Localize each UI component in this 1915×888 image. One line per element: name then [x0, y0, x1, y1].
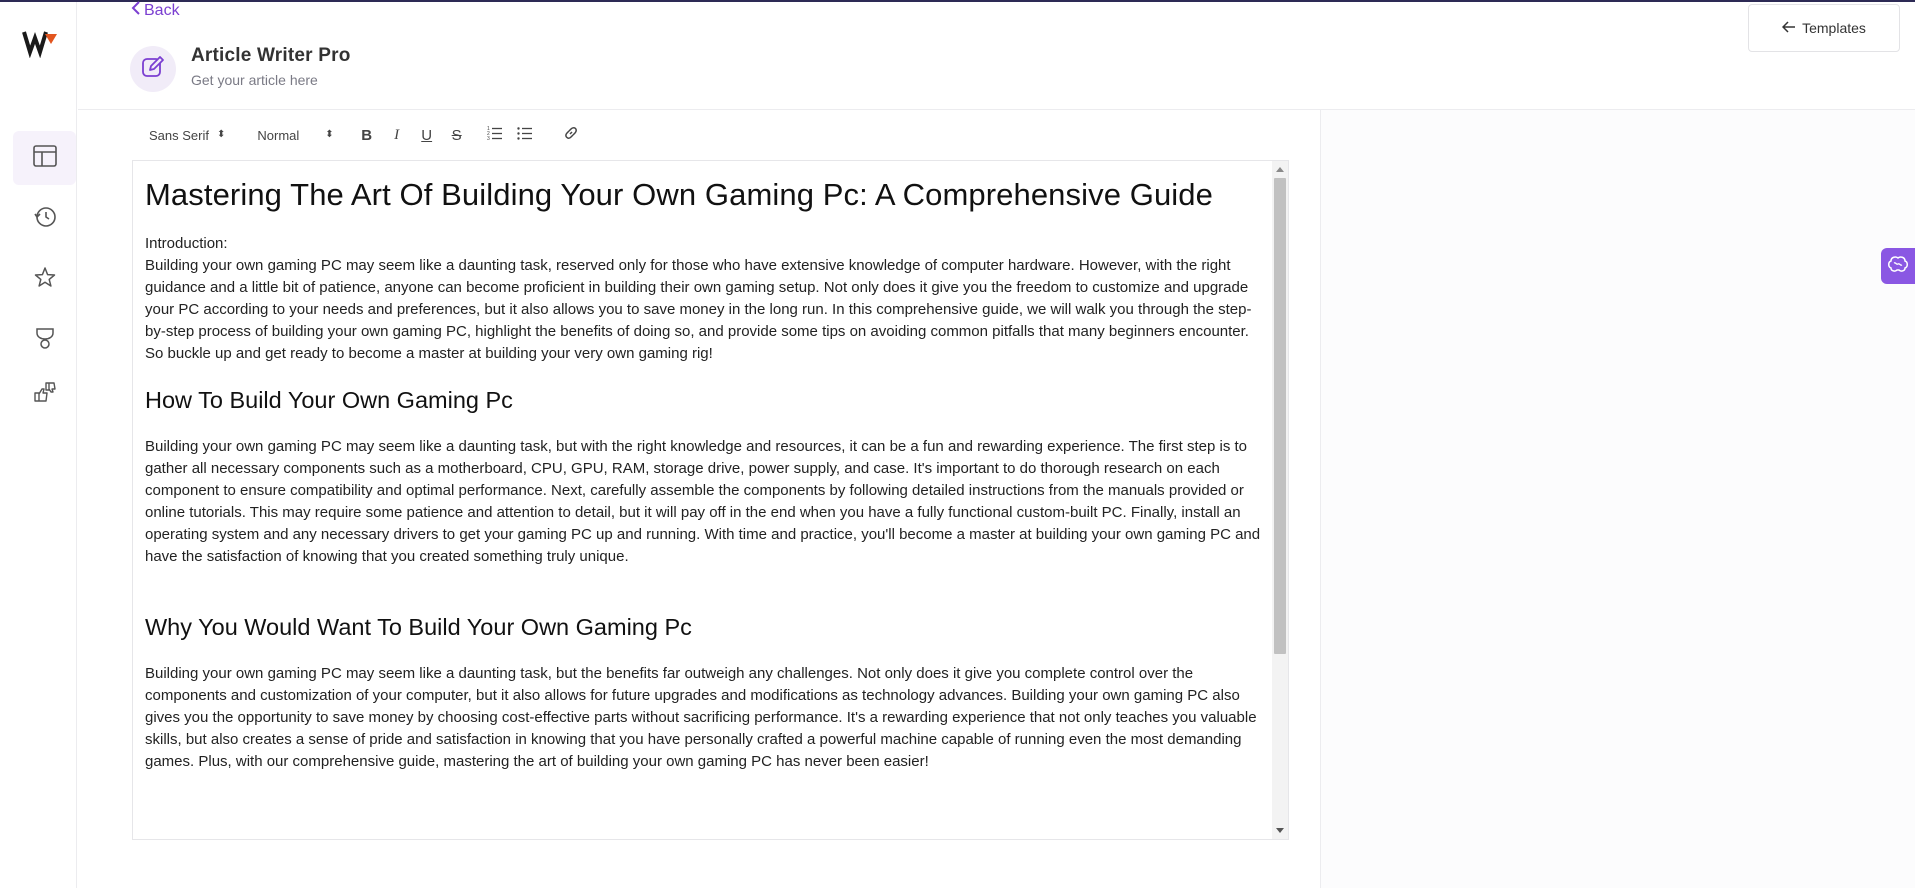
history-icon [32, 204, 58, 235]
strike-button[interactable] [442, 122, 472, 148]
left-sidebar [0, 2, 77, 888]
edit-pencil-icon [140, 54, 166, 85]
article-editor[interactable] [132, 160, 1289, 840]
svg-text:3: 3 [486, 136, 490, 141]
scroll-up-arrow-icon[interactable] [1276, 167, 1284, 172]
underline-icon: U [421, 126, 433, 144]
sidebar-item-awards[interactable] [13, 313, 76, 367]
strike-icon: S [451, 126, 462, 144]
scrollbar-thumb[interactable] [1274, 178, 1286, 654]
sidebar-item-history[interactable] [13, 192, 76, 246]
brain-icon [1887, 254, 1909, 279]
link-button[interactable] [556, 122, 586, 148]
ordered-list-button[interactable] [480, 122, 510, 148]
trophy-icon [32, 325, 58, 356]
link-icon [563, 125, 579, 145]
scroll-down-arrow-icon[interactable] [1276, 828, 1284, 833]
bold-icon: B [361, 126, 373, 144]
templates-label: Templates [1802, 20, 1866, 36]
select-arrows-icon: ⬍ [325, 129, 334, 140]
select-arrows-icon: ⬍ [216, 129, 226, 140]
italic-icon: I [394, 126, 400, 143]
page-title: Article Writer Pro [191, 45, 351, 66]
bullet-list-button[interactable] [510, 122, 540, 148]
font-family-select[interactable] [132, 128, 235, 143]
sidebar-item-feedback[interactable] [13, 367, 76, 421]
bullet-list-icon [517, 125, 533, 145]
templates-button[interactable] [1748, 4, 1900, 52]
chevron-left-icon [130, 1, 142, 20]
thumbs-icon [32, 379, 58, 410]
arrow-left-icon [1782, 20, 1796, 36]
font-size-value: Normal [257, 127, 300, 143]
star-icon [32, 265, 58, 296]
tool-avatar [130, 46, 176, 92]
sidebar-item-templates[interactable] [13, 131, 76, 185]
bold-button[interactable] [352, 122, 382, 148]
right-panel [1321, 110, 1915, 888]
underline-button[interactable] [412, 122, 442, 148]
section-heading-how-to: How To Build Your Own Gaming Pc [145, 387, 513, 413]
font-family-value: Sans Serif [149, 127, 209, 143]
back-label: Back [144, 1, 180, 19]
editor-toolbar [132, 118, 1290, 152]
svg-text:2: 2 [486, 131, 490, 137]
layout-icon [32, 143, 58, 174]
app-logo[interactable] [22, 28, 62, 58]
editor-content[interactable] [145, 169, 1263, 773]
section-paragraph-how-to: Building your own gaming PC may seem like a daunting task, but with the right knowledge and resources, it can be a fun and rewarding experience. The first step is to gather all necessary components such as a motherboard, CPU, GPU, RAM, storage drive, power supply, and case. It's important to do thorough research on each component to ensure compatibility and optimal performance. Next, carefully assemble the components by following detailed instructions from the manuals provided or online tutorials. This may require some patience and attention to detail, but it will pay off in the end when you have a fully functional custom-built PC. Finally, install an operating system and any necessary drivers to get your gaming PC up and running. With time and practice, you'll become a master at building your own gaming PC and have the satisfaction of knowing that you created something truly unique. [145, 438, 1261, 565]
font-size-select[interactable] [235, 128, 351, 143]
editor-scrollbar[interactable] [1272, 161, 1288, 839]
back-link[interactable] [130, 1, 180, 20]
sidebar-item-favorites[interactable] [13, 253, 76, 307]
intro-paragraph: Building your own gaming PC may seem like a daunting task, reserved only for those who have extensive knowledge of computer hardware. However, with the right guidance and a little bit of patience, anyone can become proficient in building their own gaming setup. Not only does it give you the freedom to customize and upgrade your PC according to your needs and preferences, but it also allows you to save money in the long run. In this comprehensive guide, we will walk you through the step-by-step process of building your own gaming PC, highlight the benefits of doing so, and provide some tips on avoiding common pitfalls that many beginners encounter. So buckle up and get ready to become a master at building your very own gaming rig! [145, 257, 1252, 362]
svg-text:1: 1 [486, 126, 490, 132]
ordered-list-icon [487, 125, 503, 145]
article-title: Mastering The Art Of Building Your Own Gaming Pc: A Comprehensive Guide [145, 177, 1213, 212]
section-paragraph-why: Building your own gaming PC may seem like a daunting task, but the benefits far outweigh any challenges. Not only does it give you complete control over the components and customization of your computer, but it also allows for future upgrades and modifications as technology advances. Building your own gaming PC also gives you the opportunity to save money by choosing cost-effective parts without sacrificing performance. It's a rewarding experience that not only teaches you valuable skills, but also creates a sense of pride and satisfaction in knowing that you have personally crafted a powerful machine capable of running even the most demanding games. Plus, with our comprehensive guide, mastering the art of building your own gaming PC has never been easier! [145, 665, 1257, 770]
page-header [78, 2, 1915, 110]
intro-label: Introduction: [145, 235, 228, 252]
ai-assistant-button[interactable] [1881, 248, 1915, 284]
page-subtitle: Get your article here [191, 72, 318, 88]
italic-button[interactable] [382, 122, 412, 148]
section-heading-why: Why You Would Want To Build Your Own Gaming Pc [145, 614, 692, 640]
